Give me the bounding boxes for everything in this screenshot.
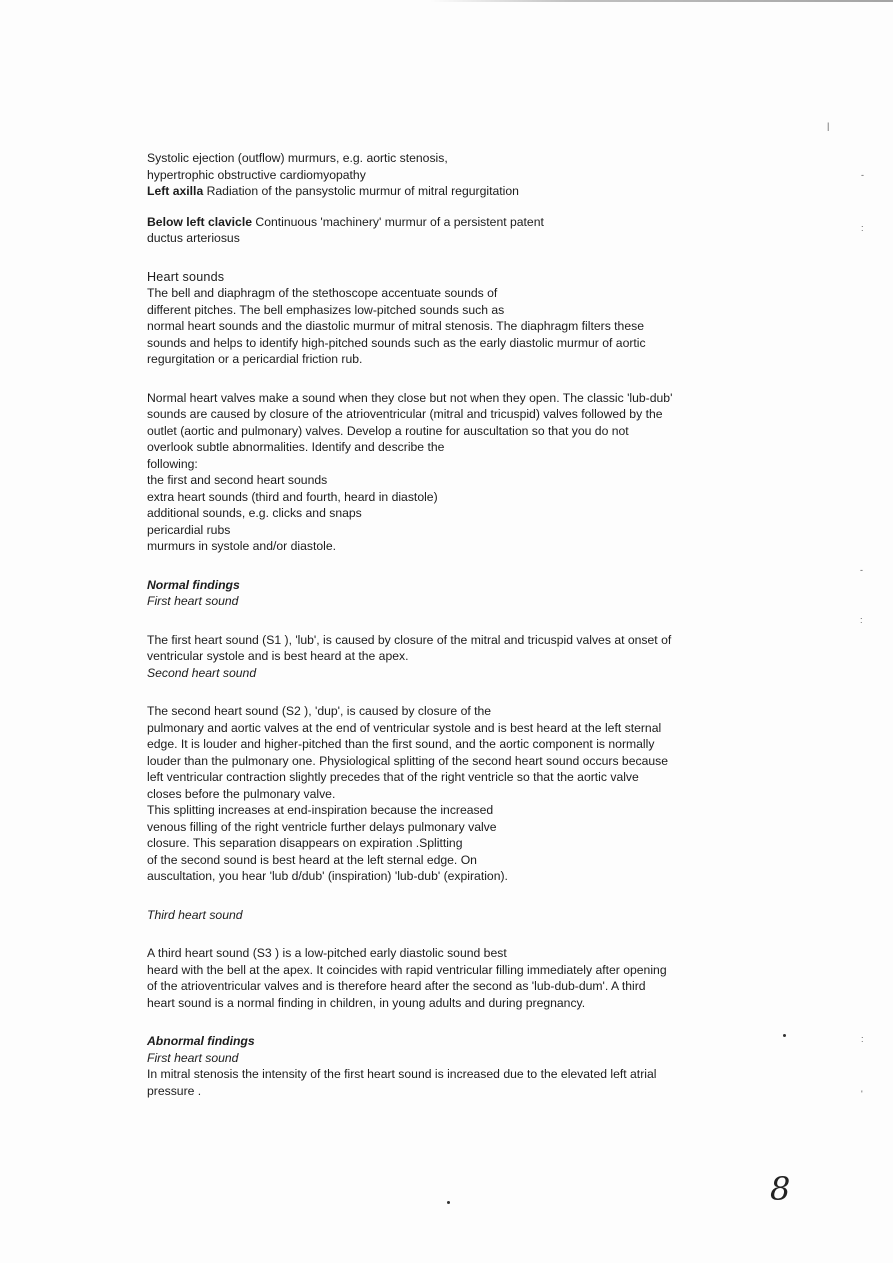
scan-speck [447,1201,450,1204]
text-line: The bell and diaphragm of the stethoscope accentuate sounds of [147,286,498,300]
document-body [147,150,772,1099]
text-line: A third heart sound (S3 ) is a low-pitched early diastolic sound best [147,946,507,960]
margin-mark: ' [861,1089,863,1099]
text-line: sounds and helps to identify high-pitched sounds such as the early diastolic murmur of aortic [147,335,646,350]
text-line: Systolic ejection (outflow) murmurs, e.g. aortic stenosis, [147,151,448,165]
text-line: closure. This separation disappears on expiration .Splitting [147,836,463,850]
text-line: closes before the pulmonary valve. [147,786,336,801]
margin-mark: : [861,223,864,233]
text-line: venous filling of the right ventricle further delays pulmonary valve [147,819,497,834]
text-line: regurgitation or a pericardial friction rub. [147,352,363,366]
list-item: pericardial rubs [147,522,231,537]
margin-mark: - [860,565,863,575]
subheading-first-heart-sound: First heart sound [147,594,239,608]
text-line: edge. It is louder and higher-pitched than the first sound, and the aortic component is normally [147,737,655,751]
margin-mark: - [861,170,864,180]
text-line: of the atrioventricular valves and is therefore heard after the second as 'lub-dub-dum'. A third [147,979,646,993]
margin-mark: : [861,1034,864,1044]
text-line: hypertrophic obstructive cardiomyopathy [147,167,366,182]
text-line: pulmonary and aortic valves at the end of ventricular systole and is best heard at the left sternal [147,720,662,735]
page-number: 8 [770,1170,791,1208]
list-item: murmurs in systole and/or diastole. [147,539,336,553]
text-line: The first heart sound (S1 ), 'lub', is caused by closure of the mitral and tricuspid valves at onset of [147,632,672,647]
list-item: additional sounds, e.g. clicks and snaps [147,506,362,520]
text-line: ductus arteriosus [147,231,240,245]
text-line [147,183,772,200]
text-line: normal heart sounds and the diastolic murmur of mitral stenosis. The diaphragm filters these [147,319,644,333]
top-edge-line [430,0,893,2]
text-line [147,214,772,231]
section-heading-heart-sounds: Heart sounds [147,269,225,284]
text-line: following: [147,456,198,471]
term-left-axilla-text: Radiation of the pansystolic murmur of mitral regurgitation [203,184,519,198]
text-line: sounds are caused by closure of the atrioventricular (mitral and tricuspid) valves followed by the [147,407,663,421]
text-line: Normal heart valves make a sound when they close but not when they open. The classic 'lub-dub' [147,390,673,405]
section-heading-normal-findings: Normal findings [147,577,240,592]
text-line: heard with the bell at the apex. It coincides with rapid ventricular filling immediately after opening [147,962,667,977]
margin-mark: : [860,615,863,625]
subheading-third-heart-sound: Third heart sound [147,907,243,922]
term-below-left-clavicle-text: Continuous 'machinery' murmur of a persistent patent [252,214,544,229]
list-item: extra heart sounds (third and fourth, heard in diastole) [147,489,438,504]
term-left-axilla: Left axilla [147,184,204,198]
text-line: left ventricular contraction slightly precedes that of the right ventricle so that the aortic valve [147,770,639,784]
text-line: This splitting increases at end-inspiration because the increased [147,803,494,817]
term-below-left-clavicle: Below left clavicle [147,214,252,229]
scan-speck [783,1034,786,1037]
subheading-second-heart-sound: Second heart sound [147,665,257,680]
text-line: In mitral stenosis the intensity of the first heart sound is increased due to the elevated left atrial [147,1067,657,1081]
text-line: overlook subtle abnormalities. Identify and describe the [147,440,445,454]
list-item: the first and second heart sounds [147,473,328,487]
section-heading-abnormal-findings: Abnormal findings [147,1034,255,1048]
text-line: outlet (aortic and pulmonary) valves. Develop a routine for auscultation so that you do not [147,423,629,438]
text-line: ventricular systole and is best heard at the apex. [147,649,409,663]
text-line: heart sound is a normal finding in children, in young adults and during pregnancy. [147,995,586,1010]
text-line: auscultation, you hear 'lub d/dub' (inspiration) 'lub-dub' (expiration). [147,869,508,883]
text-line: louder than the pulmonary one. Physiological splitting of the second heart sound occurs because [147,753,669,768]
text-line: pressure . [147,1083,202,1098]
subheading-first-heart-sound-abnormal: First heart sound [147,1050,239,1065]
text-line: different pitches. The bell emphasizes low-pitched sounds such as [147,302,505,317]
text-line: of the second sound is best heard at the left sternal edge. On [147,852,477,867]
margin-mark: | [827,121,830,131]
text-line: The second heart sound (S2 ), 'dup', is caused by closure of the [147,704,492,718]
